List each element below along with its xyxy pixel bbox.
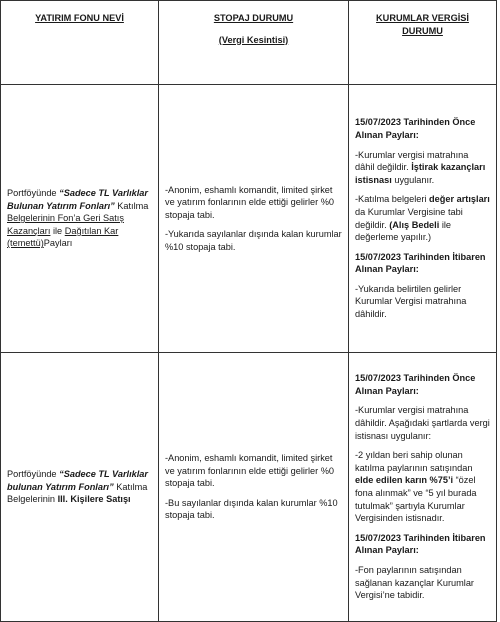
header-withholding-subtitle: (Vergi Kesintisi) (218, 34, 289, 45)
table-row (1, 85, 497, 353)
fund-type-cell: Portföyünde “Sadece TL Varlıklar bulunan Yatırım Fonları” Katılma Belgelerinin III. Kişilere Satışı (1, 353, 159, 622)
withholding-text: -Anonim, eshamlı komandit, limited şirket ve yatırım fonlarının elde ettiği gelirler %0 stopaja tabi. (165, 453, 335, 489)
corporate-tax-cell (349, 85, 497, 353)
withholding-cell (159, 85, 349, 353)
header-withholding-title: STOPAJ DURUMU (213, 13, 294, 23)
corporate-tax-text: -Katılma belgeleri değer artışları da Kurumlar Vergisine tabi değildir. (Alış Bedeli ile değerleme yapılır.) (355, 194, 490, 243)
after-date-heading: 15/07/2023 Tarihinden İtibaren Alınan Payları: (355, 532, 486, 556)
before-date-heading: 15/07/2023 Tarihinden Önce Alınan Payları: (355, 373, 476, 396)
corporate-tax-text: -Yukarıda belirtilen gelirler Kurumlar Vergisi matrahına dâhildir. (355, 283, 467, 320)
withholding-text: -Yukarıda sayılanlar dışında kalan kurumlar %10 stopaja tabi. (165, 229, 342, 252)
withholding-cell (159, 353, 349, 622)
corporate-tax-text: -Kurumlar vergisi matrahına dâhildir. Aşağıdaki şartlarda vergi istisnası uygulanır: (355, 405, 490, 441)
corporate-tax-text: -Kurumlar vergisi matrahına dâhil değildir. İştirak kazançları istisnası uygulanır. (355, 149, 486, 185)
header-corporate-tax: KURUMLAR VERGİSİ DURUMU (349, 1, 497, 85)
corporate-tax-cell (349, 353, 497, 622)
fund-type-cell: Portföyünde “Sadece TL Varlıklar Bulunan Yatırım Fonları” Katılma Belgelerinin Fon’a Geri Satış Kazançları ile Dağıtılan Kar (temettü)Payları (1, 85, 159, 353)
header-withholding (159, 1, 349, 85)
after-date-heading: 15/07/2023 Tarihinden İtibaren Alınan Payları: (355, 251, 486, 275)
header-row (1, 1, 497, 85)
corporate-tax-text: -2 yıldan beri sahip olunan katılma paylarının satışından elde edilen karın %75’i “özel fona alınmak” ve “5 yıl burada tutulmak” şartıyla Kurumlar Vergisinden istisnadır. (355, 450, 477, 524)
table-row (1, 353, 497, 622)
corporate-tax-text: -Fon paylarının satışından sağlanan kazançlar Kurumlar Vergisi’ne tabidir. (355, 564, 474, 601)
header-fund-type: YATIRIM FONU NEVİ (1, 1, 159, 85)
before-date-heading: 15/07/2023 Tarihinden Önce Alınan Payları: (355, 117, 476, 140)
withholding-text: -Anonim, eshamlı komandit, limited şirket ve yatırım fonlarının elde ettiği gelirler %0 stopaja tabi. (165, 184, 335, 220)
withholding-text: -Bu sayılanlar dışında kalan kurumlar %10 stopaja tabi. (165, 497, 338, 521)
